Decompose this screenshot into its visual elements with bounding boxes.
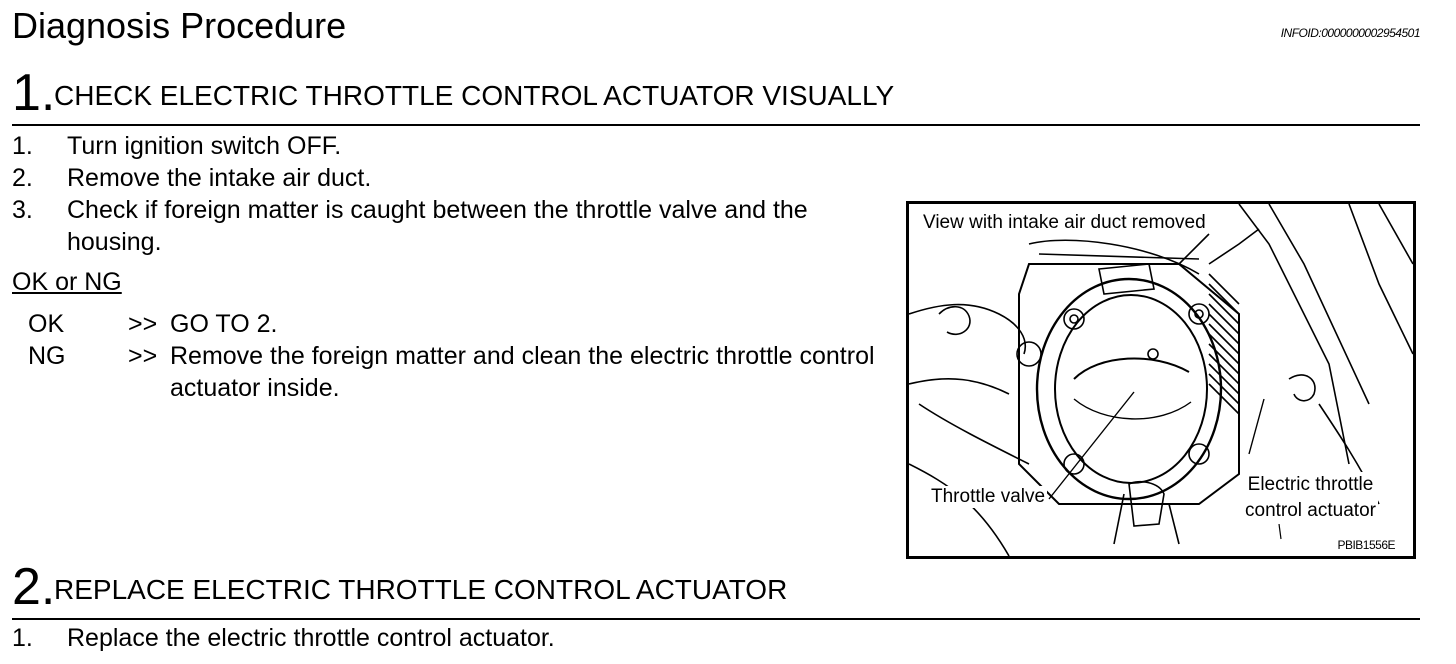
result-ng <box>28 340 898 404</box>
info-id: INFOID:0000000002954501 <box>1280 26 1420 40</box>
list-item <box>12 130 892 162</box>
list-item-number: 3. <box>12 196 33 224</box>
list-item-number: 1. <box>12 132 33 160</box>
result-key: OK <box>28 310 65 338</box>
step-2-number: 2. <box>12 558 56 616</box>
list-item-text: Turn ignition switch OFF. <box>67 132 342 160</box>
step-2-instructions <box>12 622 912 654</box>
result-text: Remove the foreign matter and clean the electric throttle control actuator inside. <box>170 342 875 402</box>
result-ok <box>28 308 898 340</box>
result-arrow: >> <box>128 342 158 370</box>
list-item-text: Replace the electric throttle control actuator. <box>67 624 555 652</box>
list-item <box>12 622 912 654</box>
list-item-text: Check if foreign matter is caught between the throttle valve and the housing. <box>67 196 808 256</box>
step-2-title: REPLACE ELECTRIC THROTTLE CONTROL ACTUATOR <box>54 574 788 605</box>
actuator-label-line2: control actuator <box>1245 500 1376 521</box>
result-key: NG <box>28 342 66 370</box>
step-1-title: CHECK ELECTRIC THROTTLE CONTROL ACTUATOR VISUALLY <box>54 80 895 111</box>
throttle-actuator-illustration <box>906 201 1416 559</box>
figure-caption: View with intake air duct removed <box>923 212 1206 233</box>
page-title: Diagnosis Procedure <box>12 5 347 46</box>
result-arrow: >> <box>128 310 158 338</box>
list-item-number: 1. <box>12 624 33 652</box>
list-item <box>12 162 892 194</box>
result-text: GO TO 2. <box>170 310 278 338</box>
actuator-label <box>1243 472 1378 524</box>
step-1-instructions <box>12 130 892 258</box>
figure-code: PBIB1556E <box>1337 538 1395 552</box>
step-2-heading <box>12 558 1420 620</box>
ok-ng-label: OK or NG <box>12 268 122 296</box>
list-item-number: 2. <box>12 164 33 192</box>
step-1-heading <box>12 64 1420 126</box>
throttle-valve-label: Throttle valve <box>931 486 1046 507</box>
actuator-label-line1: Electric throttle <box>1247 474 1374 495</box>
list-item-text: Remove the intake air duct. <box>67 164 372 192</box>
list-item <box>12 194 892 258</box>
step-1-number: 1. <box>12 64 56 122</box>
